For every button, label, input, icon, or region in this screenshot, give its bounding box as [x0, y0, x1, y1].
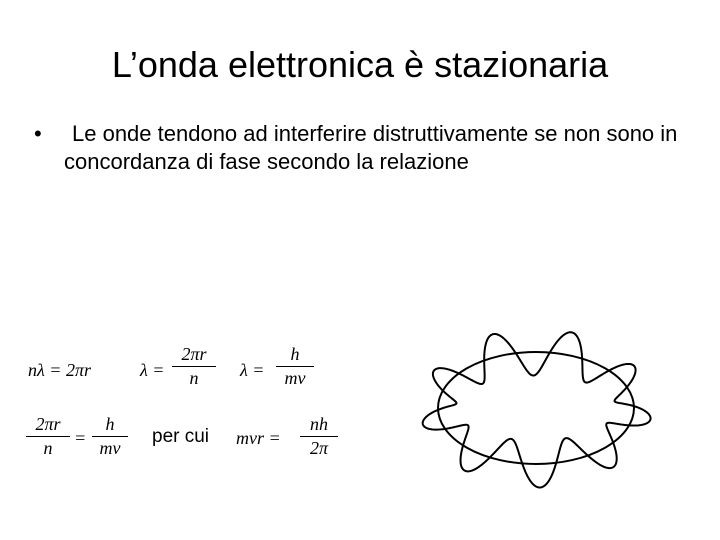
connector-text: per cui: [152, 426, 210, 447]
orbit-ellipse: [438, 352, 634, 464]
equation-angular-momentum-fraction: [300, 414, 338, 459]
fraction-numerator: 2πr: [26, 414, 70, 437]
equation-equals-sign: =: [74, 428, 87, 448]
equation-quantization: nλ = 2πr: [28, 360, 91, 380]
fraction-denominator: mv: [284, 368, 306, 388]
equation-de-broglie-lhs: λ =: [240, 360, 265, 380]
fraction-denominator: 2π: [309, 438, 329, 458]
equation-angular-momentum-lhs: mvr =: [236, 428, 281, 448]
fraction-numerator: h: [92, 414, 128, 437]
equation-lambda-fraction: [172, 344, 216, 389]
fraction-denominator: n: [43, 438, 53, 458]
fraction-numerator: nh: [300, 414, 338, 437]
fraction-denominator: mv: [99, 438, 121, 458]
bullet-marker: •: [34, 121, 42, 146]
equation-equality-left-fraction: [26, 414, 70, 459]
slide-title: L’onda elettronica è stazionaria: [111, 44, 609, 85]
equation-de-broglie-fraction: [276, 344, 314, 389]
equation-equality-right-fraction: [92, 414, 128, 459]
fraction-numerator: 2πr: [172, 344, 216, 367]
fraction-denominator: n: [189, 368, 199, 388]
fraction-numerator: h: [276, 344, 314, 367]
standing-wave-orbit-icon: [418, 312, 658, 502]
equation-lambda-lhs: λ =: [140, 360, 165, 380]
bullet-text: Le onde tendono ad interferire distruttivamente se non sono in concordanza di fase secondo la relazione: [64, 121, 678, 174]
